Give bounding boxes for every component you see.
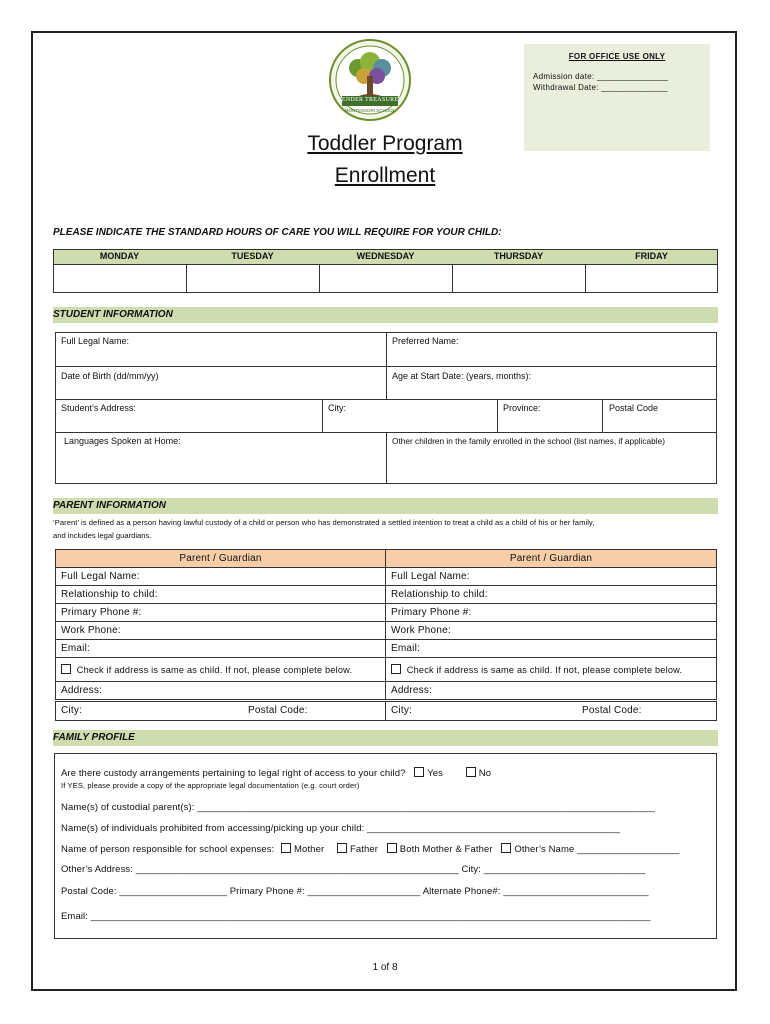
guardian1-email[interactable]: Email:: [55, 639, 386, 658]
guardian1-header: Parent / Guardian: [55, 549, 386, 568]
student-city-label: City:: [328, 403, 346, 413]
office-use-title: FOR OFFICE USE ONLY: [568, 52, 666, 61]
guardian1-full-name[interactable]: Full Legal Name:: [55, 567, 386, 586]
student-dob-label: Date of Birth (dd/mm/yy): [61, 371, 159, 381]
logo-name: TENDER TREASURES: [337, 97, 403, 103]
father-checkbox[interactable]: [337, 843, 347, 853]
custody-question-row: [61, 767, 491, 779]
expenses-label: Name of person responsible for school expenses:: [61, 844, 275, 855]
guardian1-same-address-row[interactable]: [55, 657, 386, 682]
email-field[interactable]: Email: ________________________________________________________________________________________________________: [61, 911, 651, 922]
expenses-row: [61, 843, 679, 855]
guardian2-same-address-label: Check if address is same as child. If not, please complete below.: [406, 665, 683, 675]
day-thursday: THURSDAY: [493, 251, 544, 261]
custody-yes-label: Yes: [427, 768, 444, 779]
both-label: Both Mother & Father: [399, 844, 493, 855]
guardian2-city-label: City:: [391, 705, 412, 716]
student-postal-label: Postal Code: [609, 403, 659, 413]
student-other-children-label: Other children in the family enrolled in the school (list names, if applicable): [392, 436, 666, 446]
guardian2-primary-phone[interactable]: Primary Phone #:: [385, 603, 717, 622]
guardian1-same-address-checkbox[interactable]: [61, 664, 71, 674]
hours-thursday-cell[interactable]: [452, 264, 586, 293]
logo-subtitle: MONTESSORI SCHOOL: [344, 108, 396, 113]
student-other-children-field[interactable]: [386, 432, 717, 484]
guardian1-city-postal-row[interactable]: [55, 701, 386, 721]
hours-friday-cell[interactable]: [585, 264, 718, 293]
guardian2-email[interactable]: Email:: [385, 639, 717, 658]
mother-checkbox[interactable]: [281, 843, 291, 853]
student-postal-field[interactable]: [602, 399, 717, 433]
page-number: 1 of 8: [372, 962, 398, 973]
page-subtitle: Enrollment: [334, 164, 436, 187]
guardian1-address[interactable]: Address:: [55, 681, 386, 700]
parent-section-bar: [53, 498, 718, 514]
prohibited-individuals-field[interactable]: Name(s) of individuals prohibited from accessing/picking up your child: _______________________________________________: [61, 823, 621, 834]
parent-definition-1: ‘Parent’ is defined as a person having lawful custody of a child or person who has demonstrated a settled intention to treat a child as a child of his or her family,: [53, 518, 595, 527]
custody-no-label: No: [478, 768, 492, 779]
guardian1-postal-label: Postal Code:: [248, 705, 308, 716]
guardian1-relationship[interactable]: Relationship to child:: [55, 585, 386, 604]
student-full-name-label: Full Legal Name:: [61, 336, 130, 346]
student-age-label: Age at Start Date: (years, months):: [392, 371, 532, 381]
student-address-label: Student’s Address:: [61, 403, 136, 413]
student-city-field[interactable]: [322, 399, 498, 433]
other-checkbox[interactable]: [501, 843, 511, 853]
guardian2-same-address-row[interactable]: [385, 657, 717, 682]
postal-phone-field[interactable]: Postal Code: ____________________ Primary Phone #: _____________________ Alternate Phone#: ___________________________: [61, 886, 649, 897]
guardian1-primary-phone[interactable]: Primary Phone #:: [55, 603, 386, 622]
parent-definition-2: and includes legal guardians.: [53, 531, 152, 540]
guardian1-work-phone[interactable]: Work Phone:: [55, 621, 386, 640]
student-province-field[interactable]: [497, 399, 603, 433]
school-logo: [328, 38, 412, 122]
page-title: Toddler Program: [307, 132, 463, 155]
student-languages-field[interactable]: [55, 432, 387, 484]
student-full-name-field[interactable]: [55, 332, 387, 367]
day-friday: FRIDAY: [635, 251, 668, 261]
guardian2-postal-label: Postal Code:: [582, 705, 642, 716]
withdrawal-date: Withdrawal Date: ______________: [533, 83, 668, 92]
student-age-field[interactable]: [386, 366, 717, 400]
other-name-field[interactable]: Other’s Name ___________________: [514, 844, 680, 855]
student-dob-field[interactable]: [55, 366, 387, 400]
custody-yes-checkbox[interactable]: [414, 767, 424, 777]
parent-section-header: PARENT INFORMATION: [53, 500, 166, 511]
custody-note: If YES, please provide a copy of the appropriate legal documentation (e.g. court order): [61, 781, 360, 790]
family-section-header: FAMILY PROFILE: [53, 732, 135, 743]
hours-monday-cell[interactable]: [53, 264, 187, 293]
day-monday: MONDAY: [99, 251, 140, 261]
guardian2-same-address-checkbox[interactable]: [391, 664, 401, 674]
custody-no-checkbox[interactable]: [466, 767, 476, 777]
student-address-field[interactable]: [55, 399, 323, 433]
student-preferred-name-field[interactable]: [386, 332, 717, 367]
hours-prompt: PLEASE INDICATE THE STANDARD HOURS OF CARE YOU WILL REQUIRE FOR YOUR CHILD:: [53, 227, 502, 238]
hours-tuesday-cell[interactable]: [186, 264, 320, 293]
other-address-field[interactable]: Other’s Address: ____________________________________________________________ City: ______________________________: [61, 864, 646, 875]
guardian2-work-phone[interactable]: Work Phone:: [385, 621, 717, 640]
student-section-header: STUDENT INFORMATION: [53, 309, 173, 320]
custodial-parents-field[interactable]: Name(s) of custodial parent(s): _____________________________________________________________________________________: [61, 802, 655, 813]
father-label: Father: [349, 844, 379, 855]
custody-question: Are there custody arrangements pertaining to legal right of access to your child?: [61, 768, 406, 779]
student-preferred-name-label: Preferred Name:: [392, 336, 459, 346]
day-wednesday: WEDNESDAY: [356, 251, 415, 261]
student-section-bar: [53, 307, 718, 323]
student-languages-label: Languages Spoken at Home:: [64, 436, 181, 446]
student-province-label: Province:: [503, 403, 541, 413]
guardian1-city-label: City:: [61, 705, 82, 716]
guardian2-full-name[interactable]: Full Legal Name:: [385, 567, 717, 586]
guardian2-header: Parent / Guardian: [385, 549, 717, 568]
guardian2-city-postal-row[interactable]: [385, 701, 717, 721]
family-section-bar: [53, 730, 718, 746]
hours-wednesday-cell[interactable]: [319, 264, 453, 293]
guardian1-same-address-label: Check if address is same as child. If not, please complete below.: [76, 665, 353, 675]
guardian2-relationship[interactable]: Relationship to child:: [385, 585, 717, 604]
both-checkbox[interactable]: [387, 843, 397, 853]
guardian2-address[interactable]: Address:: [385, 681, 717, 700]
mother-label: Mother: [294, 844, 325, 855]
admission-date: Admission date: _______________: [533, 72, 669, 81]
day-tuesday: TUESDAY: [231, 251, 274, 261]
